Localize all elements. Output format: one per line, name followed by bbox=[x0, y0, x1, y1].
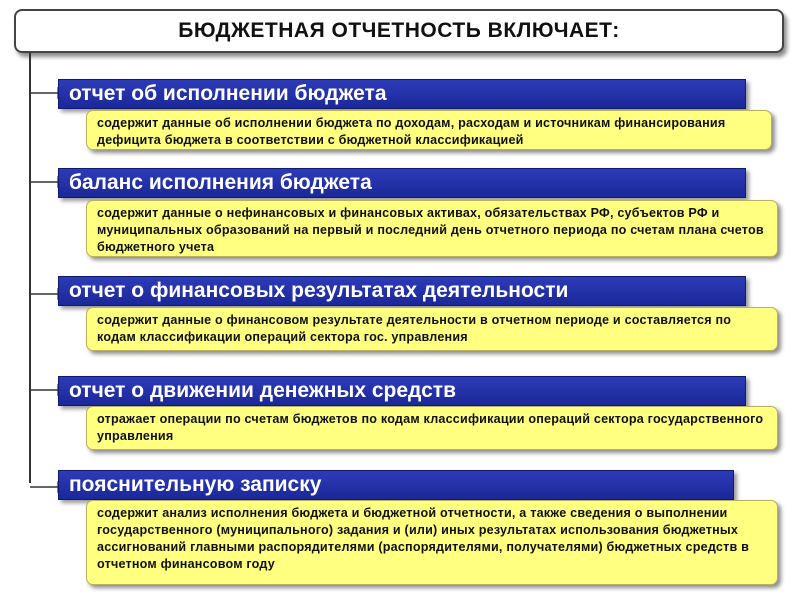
item-heading-financial-results-report: отчет о финансовых результатах деятельности bbox=[58, 276, 746, 306]
item-heading-cash-flow-report: отчет о движении денежных средств bbox=[58, 376, 746, 406]
item-heading-explanatory-note: пояснительную записку bbox=[58, 470, 734, 500]
item-description-financial-results-report: содержит данные о финансовом результате деятельности в отчетном периоде и составляется по кодам классификации операций сектора гос. управления bbox=[86, 307, 778, 351]
item-description-budget-balance: содержит данные о нефинансовых и финансовых активах, обязательствах РФ, субъектов РФ и муниципальных образований на первый и последний день отчетного периода по счетам плана счетов бюджетного учета bbox=[86, 200, 778, 257]
diagram-title: БЮДЖЕТНАЯ ОТЧЕТНОСТЬ ВКЛЮЧАЕТ: bbox=[14, 9, 784, 53]
item-heading-budget-execution-report: отчет об исполнении бюджета bbox=[58, 79, 746, 109]
item-description-budget-execution-report: содержит данные об исполнении бюджета по доходам, расходам и источникам финансирования дефицита бюджета в соответствии с бюджетной классификацией bbox=[86, 110, 772, 150]
item-description-cash-flow-report: отражает операции по счетам бюджетов по кодам классификации операций сектора государственного управления bbox=[86, 406, 778, 450]
item-description-explanatory-note: содержит анализ исполнения бюджета и бюджетной отчетности, а также сведения о выполнении государственного (муниципального) задания и (или) иных результатах использования бюджетных ассигнований главными распорядителями (распорядителями, получателями) бюджетных средств в отчетном финансовом году bbox=[86, 500, 778, 585]
item-heading-budget-balance: баланс исполнения бюджета bbox=[58, 168, 746, 198]
tree-trunk-line bbox=[29, 53, 31, 483]
